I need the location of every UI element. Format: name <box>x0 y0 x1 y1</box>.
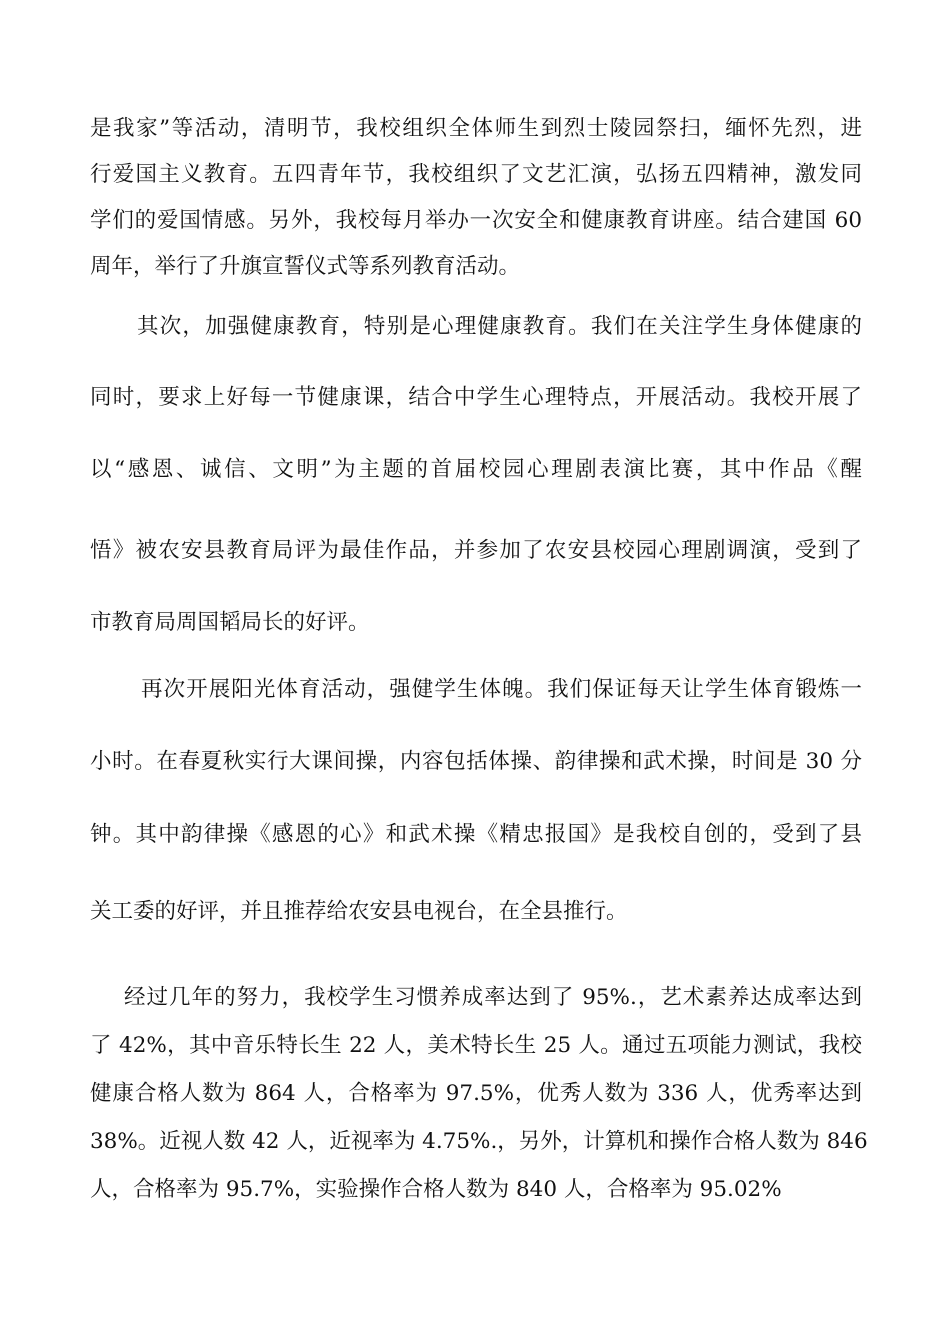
paragraph-line: 38%。近视人数 42 人，近视率为 4.75%.，另外，计算机和操作合格人数为 846 <box>90 1129 868 1154</box>
paragraph-line: 学们的爱国情感。另外，我校每月举办一次安全和健康教育讲座。结合建国 60 <box>90 208 862 233</box>
paragraph-line: 悟》被农安县教育局评为最佳作品，并参加了农安县校园心理剧调演，受到了 <box>90 538 862 563</box>
paragraph-line: 人，合格率为 95.7%，实验操作合格人数为 840 人，合格率为 95.02% <box>90 1177 782 1202</box>
paragraph-line: 钟。其中韵律操《感恩的心》和武术操《精忠报国》是我校自创的，受到了县 <box>90 822 862 847</box>
paragraph-line: 同时，要求上好每一节健康课，结合中学生心理特点，开展活动。我校开展了 <box>90 385 862 410</box>
paragraph-line: 健康合格人数为 864 人，合格率为 97.5%，优秀人数为 336 人，优秀率达到 <box>90 1081 862 1106</box>
paragraph-line: 市教育局周国韬局长的好评。 <box>90 610 370 635</box>
paragraph-line: 周年，举行了升旗宣誓仪式等系列教育活动。 <box>90 254 521 279</box>
paragraph-line: 其次，加强健康教育，特别是心理健康教育。我们在关注学生身体健康的 <box>137 314 862 339</box>
paragraph-line: 小时。在春夏秋实行大课间操，内容包括体操、韵律操和武术操，时间是 30 分 <box>90 749 862 774</box>
paragraph-line: 以“感恩、诚信、文明”为主题的首届校园心理剧表演比赛，其中作品《醒 <box>90 457 862 482</box>
paragraph-line: 再次开展阳光体育活动，强健学生体魄。我们保证每天让学生体育锻炼一 <box>141 677 862 702</box>
paragraph-line: 行爱国主义教育。五四青年节，我校组织了文艺汇演，弘扬五四精神，激发同 <box>90 162 862 187</box>
paragraph-line: 是我家”等活动，清明节，我校组织全体师生到烈士陵园祭扫，缅怀先烈，进 <box>90 116 862 141</box>
paragraph-line: 关工委的好评，并且推荐给农安县电视台，在全县推行。 <box>90 899 628 924</box>
paragraph-line: 经过几年的努力，我校学生习惯养成率达到了 95%.，艺术素养达成率达到 <box>124 985 862 1010</box>
paragraph-line: 了 42%，其中音乐特长生 22 人，美术特长生 25 人。通过五项能力测试，我校 <box>90 1033 862 1058</box>
